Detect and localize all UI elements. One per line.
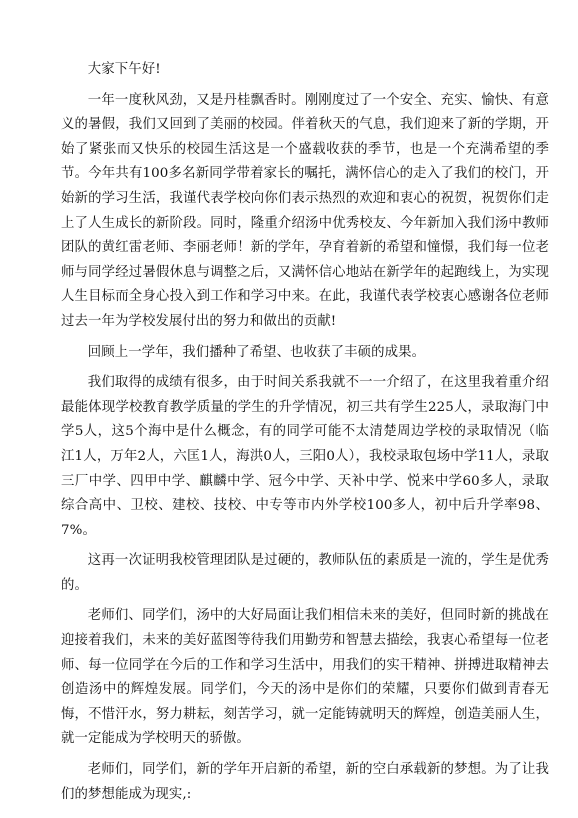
opening-paragraph: 一年一度秋风劲，又是丹桂飘香时。刚刚度过了一个安全、充实、愉快、有意义的暑假，我们又回到了美丽的校园。伴着秋天的气息，我们迎来了新的学期，开始了紧张而又快乐的校园生活这是一个盛载收获的季节，也是一个充满希望的季节。今年共有100多名新同学带着家长的嘱托，满怀信心的走入了我们的校门，开始新的学习生活，我谨代表学校向你们表示热烈的欢迎和衷心的祝贺，祝贺你们走上了人生成长的新阶段。同时，隆重介绍汤中优秀校友、今年新加入我们汤中教师团队的黄红雷老师、李丽老师！新的学年，孕育着新的希望和憧憬，我们每一位老师与同学经过暑假休息与调整之后，又满怀信心地站在新学年的起跑线上，为实现人生目标而全身心投入到工作和学习中来。在此，我谨代表学校衷心感谢各位老师过去一年为学校发展付出的努力和做出的贡献!	[61, 92, 549, 329]
future-paragraph: 老师们、同学们，汤中的大好局面让我们相信未来的美好，但同时新的挑战在迎接着我们，未来的美好蓝图等待我们用勤劳和智慧去描绘，我衷心希望每一位老师、每一位同学在今后的工作和学习生活中，用我们的实干精神、拼搏进取精神去创造汤中的辉煌发展。同学们，今天的汤中是你们的荣耀，只要你们做到青春无悔，不惜汗水，努力耕耘，刻苦学习，就一定能铸就明天的辉煌，创造美丽人生，就一定能成为学校明天的骄傲。	[61, 608, 549, 747]
proof-paragraph: 这再一次证明我校管理团队是过硬的，教师队伍的素质是一流的，学生是优秀的。	[61, 553, 549, 593]
review-paragraph: 回顾上一学年，我们播种了希望、也收获了丰硕的成果。	[87, 344, 426, 360]
document-body	[61, 58, 549, 813]
closing-paragraph: 老师们，同学们，新的学年开启新的希望，新的空白承载新的梦想。为了让我们的梦想能成为现实,:	[61, 762, 549, 802]
greeting-paragraph: 大家下午好!	[87, 62, 161, 77]
achievements-paragraph: 我们取得的成绩有很多，由于时间关系我就不一一介绍了，在这里我着重介绍最能体现学校教育教学质量的学生的升学情况，初三共有学生225人，录取海门中学5人，这5个海中是什么概念，有的同学可能不太清楚周边学校的录取情况（临江1人，万年2人，六匡1人，海洪0人，三阳0人），我校录取包场中学11人，录取三厂中学、四甲中学、麒麟中学、冠今中学、天补中学、悦来中学60多人，录取综合高中、卫校、建校、技校、中专等市内外学校100多人，初中后升学率98、7%。	[61, 375, 549, 538]
